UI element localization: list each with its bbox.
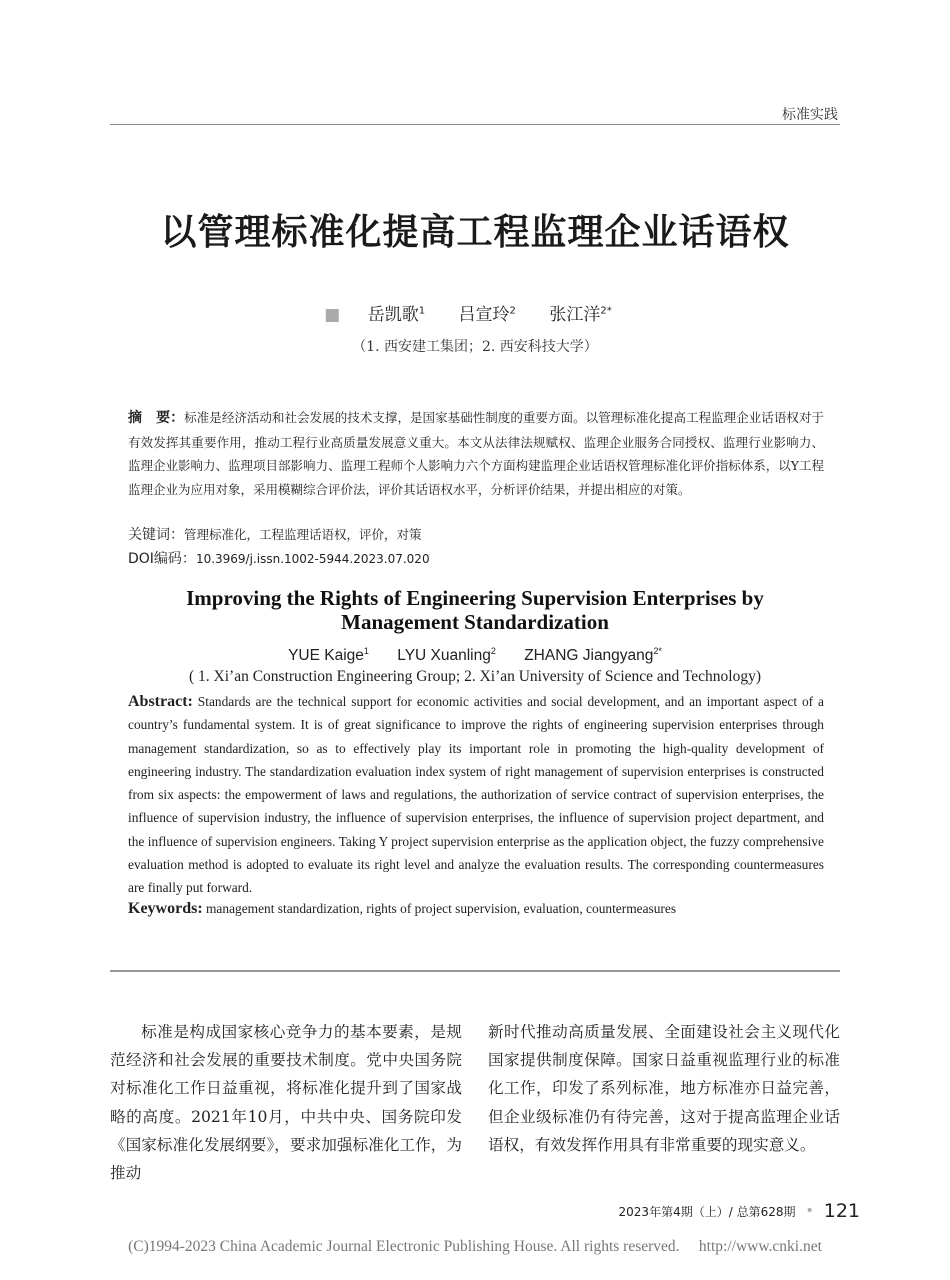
author-cn-1: 岳凯歌$^1$ (367, 305, 426, 325)
header-rule (110, 124, 840, 125)
doi-value[interactable]: 10.3969/j.issn.1002-5944.2023.07.020 (195, 552, 430, 566)
section-divider (110, 970, 840, 972)
keywords-cn-text: 管理标准化，工程监理话语权，评价，对策 (184, 527, 422, 542)
square-bullet-icon: ■ (324, 305, 341, 325)
title-en-line-1: Improving the Rights of Engineering Supervision Enterprises by (186, 586, 764, 610)
title-chinese: 以管理标准化提高工程监理企业话语权 (160, 211, 790, 253)
keywords-cn-label: 关键词： (128, 527, 184, 543)
author-cn-3: 张江洋$^{2*}$ (549, 305, 612, 325)
affiliation-chinese: （1. 西安建工集团；2. 西安科技大学） (352, 339, 598, 355)
title-english (110, 586, 840, 634)
section-tag: 标准实践 (782, 107, 838, 123)
authors-chinese (110, 300, 840, 325)
author-en-2: LYU Xuanling$^2$ (397, 646, 496, 665)
abstract-chinese (128, 406, 824, 501)
keywords-en-label: Keywords: (128, 900, 203, 917)
abstract-cn-text: 标准是经济活动和社会发展的技术支撑，是国家基础性制度的重要方面。以管理标准化提高工程监理企业话语权对于有效发挥其重要作用，推动工程行业高质量发展意义重大。本文从法律法规赋权、监理企业服务合同授权、监理行业影响力、监理企业影响力、监理项目部影响力、监理工程师个人影响力六个方面构建监理企业话语权管理标准化评价指标体系，以Y工程监理企业为应用对象，采用模糊综合评价法，评价其话语权水平，分析评价结果，并提出相应的对策。 (128, 410, 824, 497)
authors-english (110, 646, 840, 665)
keywords-chinese (128, 524, 422, 544)
body-column-left: 标准是构成国家核心竞争力的基本要素，是规范经济和社会发展的重要技术制度。党中央国务院对标准化工作日益重视，将标准化提升到了国家战略的高度。2021年10月，中共中央、国务院印发《国家标准化发展纲要》，要求加强标准化工作，为推动 (110, 1023, 462, 1183)
dot-separator-icon: • (805, 1203, 814, 1219)
doi-label: DOI编码： (128, 551, 196, 567)
issue-info: 2023年第4期（上）/ 总第628期 (618, 1204, 796, 1219)
author-en-1: YUE Kaige$^1$ (288, 646, 369, 665)
copyright-notice: (C)1994-2023 China Academic Journal Electronic Publishing House. All rights reserved. http://www.cnki.net (128, 1238, 822, 1255)
keywords-english (128, 900, 824, 918)
abstract-english (128, 690, 824, 900)
abstract-en-text: Standards are the technical support for economic activities and social development, and an important aspect of a country’s fundamental system. It is of great significance to improve the rights of engineering supervision enterprises through management standardization, so as to effectively play its important role in promoting the high-quality development of engineering industry. The standardization evaluation index system of right management of supervision enterprises is constructed from six aspects: the empowerment of laws and regulations, the authorization of service contract of supervision enterprises, the influence of supervision industry, the influence of supervision enterprises, the influence of supervision project department, and the influence of supervision engineers. Taking Y project supervision enterprise as the application object, the fuzzy comprehensive evaluation method is adopted to evaluate its right level and analyze the evaluation results. The corresponding countermeasures are finally put forward. (128, 694, 824, 896)
keywords-en-text: management standardization, rights of project supervision, evaluation, countermeasures (206, 901, 677, 916)
page-number: 121 (823, 1200, 860, 1222)
author-en-3: ZHANG Jiangyang$^{2*}$ (524, 646, 662, 665)
abstract-en-label: Abstract: (128, 693, 193, 710)
body-column-right: 新时代推动高质量发展、全面建设社会主义现代化国家提供制度保障。国家日益重视监理行业的标准化工作，印发了系列标准，地方标准亦日益完善，但企业级标准仍有待完善，这对于提高监理企业话语权，有效发挥作用具有非常重要的现实意义。 (488, 1023, 840, 1154)
author-cn-2: 吕宣玲$^2$ (458, 305, 516, 325)
abstract-cn-label: 摘 要： (128, 410, 185, 426)
page-footer (619, 1200, 860, 1222)
title-en-line-2: Management Standardization (341, 610, 609, 634)
affiliation-english: ( 1. Xi’an Construction Engineering Group; 2. Xi’an University of Science and Technology) (189, 668, 761, 685)
doi-line (128, 548, 430, 568)
